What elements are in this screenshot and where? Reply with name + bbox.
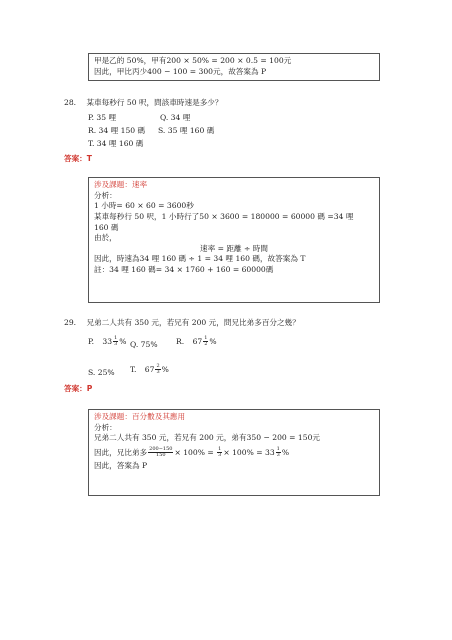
box-equation: 因此，兄比弟多 $\frac{200-150}{150}$ × 100% = $\frac{1}{3}$ × 100% = 33 $\frac{1}{3}$ % (94, 445, 290, 459)
fraction: $\frac{1}{3}$ (218, 445, 222, 459)
box-formula: 速率 = 距離 ÷ 時間 (200, 243, 268, 253)
question-text: 某車每秒行 50 呎，問該車時速是多少？ (86, 98, 223, 107)
fraction: $\frac{2}{3}$ (156, 363, 160, 376)
question-number: 29. (64, 318, 77, 327)
question-number: 28. (64, 98, 77, 107)
fraction: $\frac{1}{3}$ (276, 445, 280, 459)
box-line: 因此，甲比丙少400 − 100 = 300元，故答案為 P (94, 66, 267, 76)
answer-29: 答案：P (64, 384, 93, 393)
box-line: 甲是乙的 50%，甲有200 × 50% = 200 × 0.5 = 100元 (94, 56, 292, 65)
box-line: 兄弟二人共有 350 元，若兄有 200 元，弟有350 − 200 = 150元 (94, 433, 321, 443)
analysis-box-28 (88, 177, 380, 303)
option-p: P. 33 $\frac{1}{3}$ % (88, 335, 127, 348)
box-line: 由於， (94, 233, 117, 243)
topic-title: 涉及課題：速率 (94, 180, 148, 189)
answer-box-previous (88, 53, 380, 81)
box-line: 1 小時= 60 × 60 = 3600秒 (94, 201, 194, 211)
fraction: $\frac{1}{2}$ (204, 335, 208, 348)
box-line: 某車每秒行 50 呎，1 小時行了50 × 3600 = 180000 = 60000 碼 =34 哩 (94, 211, 354, 221)
option-s: S. 35 哩 160 碼 (158, 126, 215, 135)
box-line: 分析： (94, 422, 117, 432)
question-28 (64, 98, 223, 109)
option-t: T. 67 $\frac{2}{3}$ % (130, 363, 169, 376)
topic-title: 涉及課題：百分數及其應用 (94, 412, 186, 421)
option-r: R. 67 $\frac{1}{2}$ % (176, 335, 217, 348)
box-line: 因此，答案為 P (94, 461, 148, 471)
answer-28: 答案：T (64, 154, 92, 163)
fraction: $\frac{200-150}{150}$ (149, 445, 173, 459)
analysis-box-29 (88, 409, 380, 496)
option-p: P. 35 哩 (88, 113, 117, 122)
fraction: $\frac{1}{3}$ (114, 335, 118, 348)
option-t: T. 34 哩 160 碼 (88, 139, 144, 148)
option-r: R. 34 哩 150 碼 (88, 126, 146, 135)
box-line: 160 碼 (94, 222, 119, 232)
option-q: Q. 75% (130, 340, 158, 349)
option-s: S. 25% (88, 368, 115, 377)
box-line: 分析： (94, 190, 117, 200)
option-q: Q. 34 哩 (160, 113, 191, 122)
question-29 (64, 318, 300, 329)
box-line: 因此，時速為34 哩 160 碼 ÷ 1 = 34 哩 160 碼，故答案為 T (94, 254, 306, 264)
question-text: 兄弟二人共有 350 元，若兄有 200 元，問兄比弟多百分之幾？ (86, 318, 300, 327)
box-line: 註：34 哩 160 碼= 34 × 1760 + 160 = 60000碼 (94, 265, 274, 274)
